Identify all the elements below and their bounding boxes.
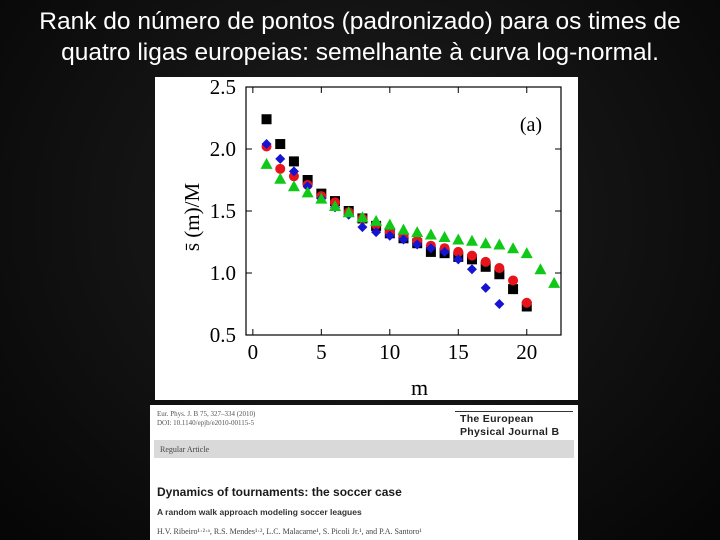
article-type: Regular Article <box>160 445 210 454</box>
data-point-triangle <box>507 242 519 253</box>
data-point-triangle <box>425 229 437 240</box>
data-point-diamond <box>275 154 285 164</box>
panel-label: (a) <box>519 114 543 136</box>
data-point-square <box>508 284 518 294</box>
data-point-triangle <box>384 219 396 230</box>
data-point-circle <box>508 275 518 285</box>
slide-title <box>0 6 720 68</box>
data-point-triangle <box>411 226 423 237</box>
data-point-circle <box>522 298 532 308</box>
data-point-triangle <box>521 247 533 258</box>
data-point-circle <box>467 251 477 261</box>
data-point-triangle <box>466 235 478 246</box>
journal-logo-line-2: Physical Journal B <box>460 426 560 438</box>
journal-logo-line-1: The European <box>460 413 534 425</box>
y-tick-label: 0.5 <box>209 323 236 347</box>
data-point-circle <box>494 263 504 273</box>
journal-logo <box>460 413 559 439</box>
paper-title: Dynamics of tournaments: the soccer case <box>157 485 402 499</box>
logo-rule <box>455 411 573 412</box>
data-point-circle <box>275 164 285 174</box>
data-point-square <box>275 139 285 149</box>
chart-figure <box>155 77 578 400</box>
data-point-triangle <box>274 173 286 184</box>
doi-line: DOI: 10.1140/epjb/e2010-00115-5 <box>157 419 255 427</box>
scatter-chart <box>155 77 578 400</box>
paper-authors: H.V. Ribeiro¹·²·ᵃ, R.S. Mendes¹·², L.C. Malacarne¹, S. Picoli Jr.¹, and P.A. Santoro¹ <box>157 527 422 536</box>
paper-header-image <box>150 405 578 540</box>
y-tick-label: 1.5 <box>209 199 236 223</box>
journal-citation <box>157 410 255 428</box>
data-point-diamond <box>467 264 477 274</box>
x-tick-label: 5 <box>316 340 327 364</box>
data-point-triangle <box>261 158 273 169</box>
data-point-triangle <box>370 215 382 226</box>
data-point-circle <box>481 257 491 267</box>
data-point-triangle <box>480 237 492 248</box>
x-axis-label: m <box>410 375 429 400</box>
data-point-diamond <box>481 283 491 293</box>
slide-title-line-2: quatro ligas europeias: semelhante à curva log-normal. <box>61 39 659 66</box>
data-point-triangle <box>534 263 546 274</box>
data-point-triangle <box>288 180 300 191</box>
data-point-square <box>262 114 272 124</box>
paper-subtitle: A random walk approach modeling soccer leagues <box>157 507 362 517</box>
data-point-triangle <box>493 238 505 249</box>
y-tick-label: 2.0 <box>209 137 236 161</box>
data-point-triangle <box>398 224 410 235</box>
y-tick-label: 1.0 <box>209 261 236 285</box>
data-point-triangle <box>452 234 464 245</box>
x-tick-label: 20 <box>516 340 538 364</box>
data-point-diamond <box>494 299 504 309</box>
data-point-triangle <box>439 231 451 242</box>
y-axis-label: s̄ (m)/M <box>180 182 204 252</box>
x-tick-label: 15 <box>447 340 469 364</box>
data-point-triangle <box>548 277 560 288</box>
journal-line: Eur. Phys. J. B 75, 327–334 (2010) <box>157 410 256 418</box>
y-tick-label: 2.5 <box>209 77 236 99</box>
data-point-square <box>289 156 299 166</box>
x-tick-label: 10 <box>379 340 401 364</box>
x-tick-label: 0 <box>247 340 259 364</box>
article-type-band <box>154 440 574 458</box>
data-point-diamond <box>357 222 367 232</box>
data-point-triangle <box>302 186 314 197</box>
plot-frame <box>246 87 561 335</box>
slide-title-line-1: Rank do número de pontos (padronizado) para os times de <box>39 8 681 35</box>
